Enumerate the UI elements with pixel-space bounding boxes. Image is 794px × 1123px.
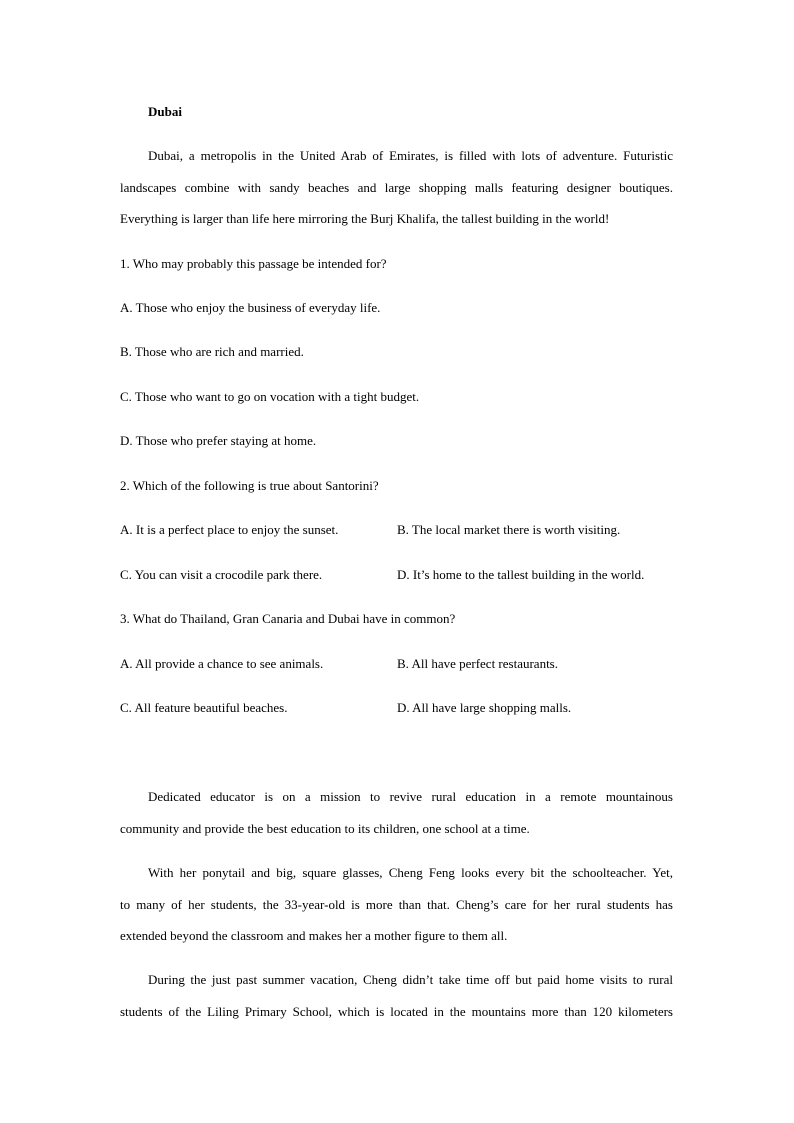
question-stem: 1. Who may probably this passage be intended for? xyxy=(120,256,387,271)
answer-option: B. Those who are rich and married. xyxy=(120,344,304,359)
question-stem: 3. What do Thailand, Gran Canaria and Dubai have in common? xyxy=(120,611,456,626)
passage-line: Everything is larger than life here mirroring the Burj Khalifa, the tallest building in the world! xyxy=(120,211,610,226)
answer-option: D. Those who prefer staying at home. xyxy=(120,433,317,448)
answer-option: C. You can visit a crocodile park there. xyxy=(120,567,323,582)
answer-option: B. The local market there is worth visiting. xyxy=(397,522,621,537)
article-line: to many of her students, the 33-year-old is more than that. Cheng’s care for her rural students has xyxy=(120,897,673,912)
answer-option: B. All have perfect restaurants. xyxy=(397,656,558,671)
answer-option: D. All have large shopping malls. xyxy=(397,700,572,715)
answer-option: A. Those who enjoy the business of everyday life. xyxy=(120,300,381,315)
answer-option: C. All feature beautiful beaches. xyxy=(120,700,288,715)
passage-line: Dubai, a metropolis in the United Arab of Emirates, is filled with lots of adventure. Futuristic xyxy=(148,148,673,163)
answer-option: A. All provide a chance to see animals. xyxy=(120,656,324,671)
article-line: community and provide the best education to its children, one school at a time. xyxy=(120,821,530,836)
answer-option: A. It is a perfect place to enjoy the sunset. xyxy=(120,522,339,537)
article-line: With her ponytail and big, square glasses, Cheng Feng looks every bit the schoolteacher. Yet, xyxy=(148,865,673,880)
article-line: students of the Liling Primary School, which is located in the mountains more than 120 kilometers xyxy=(120,1004,673,1019)
answer-option: C. Those who want to go on vocation with a tight budget. xyxy=(120,389,420,404)
article-line: extended beyond the classroom and makes her a mother figure to them all. xyxy=(120,928,508,943)
article-line: During the just past summer vacation, Cheng didn’t take time off but paid home visits to rural xyxy=(148,972,673,987)
passage-line: landscapes combine with sandy beaches and large shopping malls featuring designer boutiques. xyxy=(120,180,673,195)
question-stem: 2. Which of the following is true about Santorini? xyxy=(120,478,379,493)
answer-option: D. It’s home to the tallest building in the world. xyxy=(397,567,645,582)
passage-title: Dubai xyxy=(148,104,182,119)
article-line: Dedicated educator is on a mission to revive rural education in a remote mountainous xyxy=(148,789,673,804)
